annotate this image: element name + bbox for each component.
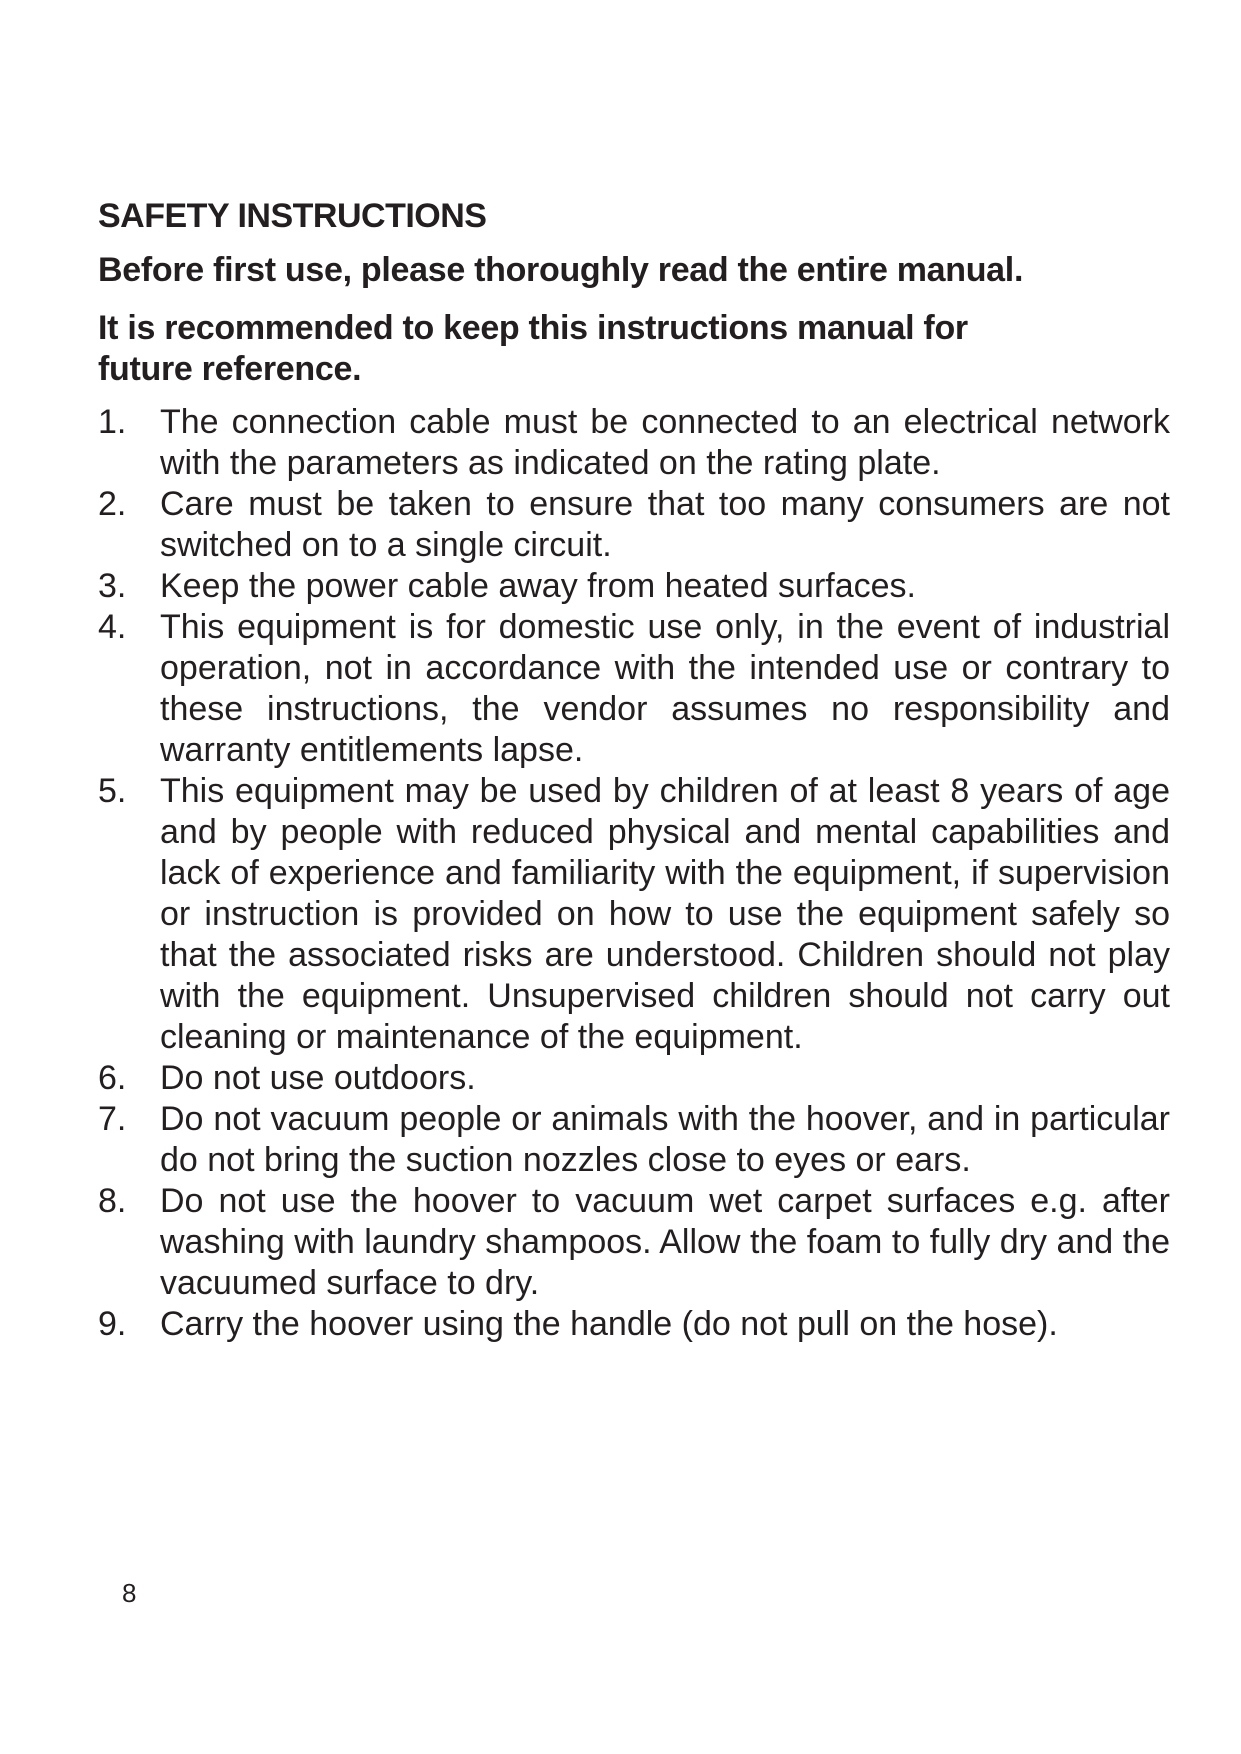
- list-item: [98, 1181, 1178, 1304]
- list-item-text: The connection cable must be connected to an electrical network with the parameters as indicated on the rating plate.: [160, 403, 1170, 482]
- list-item: [98, 1304, 1178, 1345]
- intro-read-manual: Before first use, please thoroughly read the entire manual.: [98, 251, 1024, 289]
- list-item-text: Carry the hoover using the handle (do not pull on the hose).: [160, 1305, 1058, 1343]
- list-item-number: 6.: [98, 1059, 127, 1097]
- list-item: [98, 484, 1178, 566]
- list-item-number: 2.: [98, 485, 127, 523]
- list-item-number: 7.: [98, 1100, 127, 1138]
- list-item-text: Keep the power cable away from heated surfaces.: [160, 567, 916, 605]
- section-heading: SAFETY INSTRUCTIONS: [98, 197, 487, 235]
- list-item-text: Do not vacuum people or animals with the hoover, and in particular do not bring the suction nozzles close to eyes or ears.: [160, 1100, 1170, 1179]
- list-item-number: 9.: [98, 1305, 127, 1343]
- list-item: [98, 402, 1178, 484]
- list-item: [98, 607, 1178, 771]
- list-item: [98, 566, 1178, 607]
- list-item: [98, 1099, 1178, 1181]
- list-item: [98, 1058, 1178, 1099]
- list-item-number: 4.: [98, 608, 127, 646]
- list-item-text: Care must be taken to ensure that too many consumers are not switched on to a single circuit.: [160, 485, 1170, 564]
- list-item-text: Do not use the hoover to vacuum wet carpet surfaces e.g. after washing with laundry shampoos. Allow the foam to fully dry and the vacuumed surface to dry.: [160, 1182, 1170, 1302]
- list-item-text: Do not use outdoors.: [160, 1059, 476, 1097]
- intro-keep-manual: It is recommended to keep this instructions manual for future reference.: [98, 309, 968, 388]
- list-item: [98, 771, 1178, 1058]
- list-item-number: 5.: [98, 772, 127, 810]
- page-number: 8: [122, 1578, 137, 1608]
- list-item-text: This equipment may be used by children of at least 8 years of age and by people with reduced physical and mental capabilities and lack of experience and familiarity with the equipment, if supervision or instruction is provided on how to use the equipment safely so that the associated risks are understood. Children should not play with the equipment. Unsupervised children should not carry out cleaning or maintenance of the equipment.: [160, 772, 1170, 1056]
- list-item-text: This equipment is for domestic use only, in the event of industrial operation, not in accordance with the intended use or contrary to these instructions, the vendor assumes no responsibility and warranty entitlements lapse.: [160, 608, 1170, 769]
- list-item-number: 8.: [98, 1182, 127, 1220]
- document-page: [98, 196, 1178, 1345]
- list-item-number: 3.: [98, 567, 127, 605]
- safety-instructions-list: [98, 402, 1178, 1345]
- list-item-number: 1.: [98, 403, 127, 441]
